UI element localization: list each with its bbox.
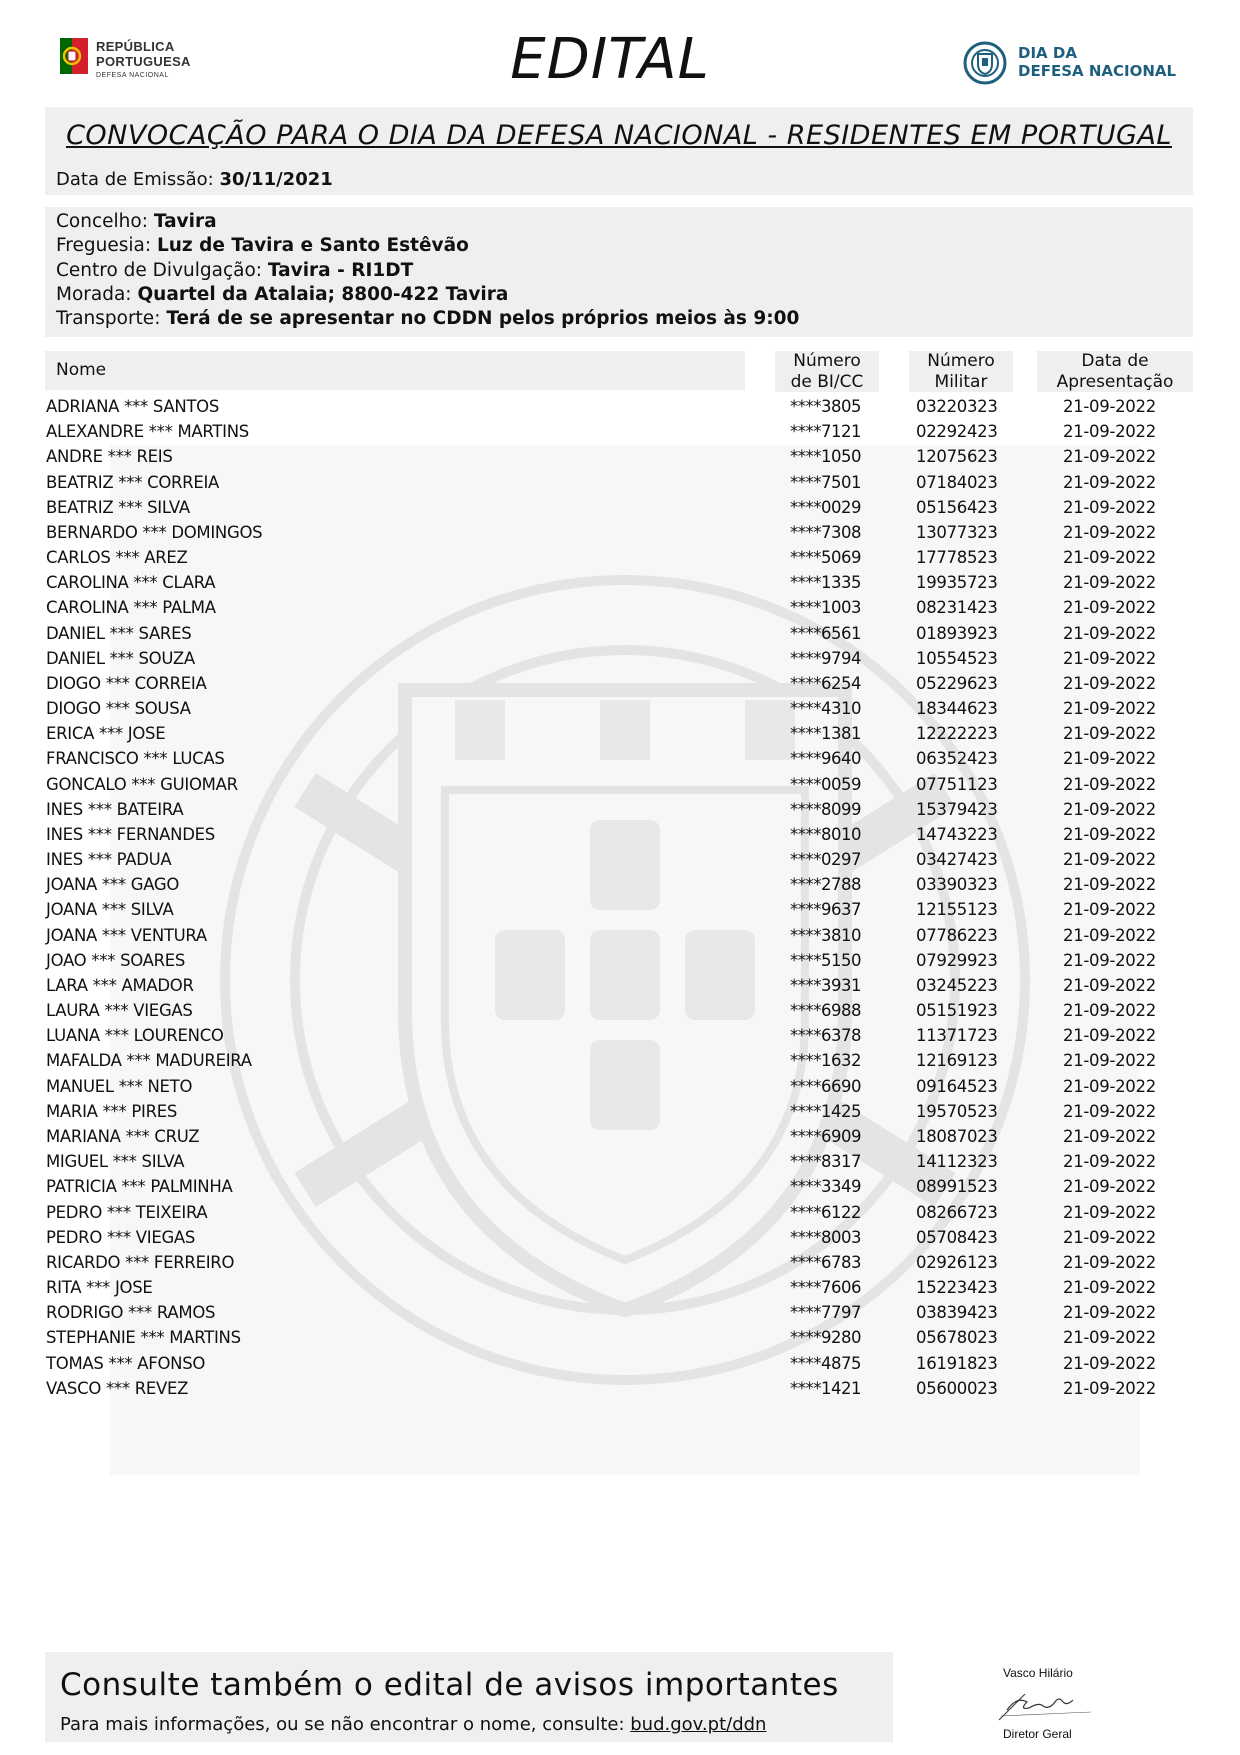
table-row bbox=[0, 772, 1240, 797]
row-bi: ****1003 bbox=[790, 598, 861, 618]
row-militar: 14112323 bbox=[916, 1152, 998, 1172]
row-militar: 09164523 bbox=[916, 1076, 998, 1096]
row-data: 21-09-2022 bbox=[1063, 397, 1156, 416]
row-data: 21-09-2022 bbox=[1063, 1051, 1156, 1071]
row-name: CAROLINA *** PALMA bbox=[46, 598, 216, 618]
freguesia-line: Freguesia: Luz de Tavira e Santo Estêvão bbox=[56, 235, 469, 257]
row-bi: ****0029 bbox=[790, 497, 861, 517]
row-bi: ****6783 bbox=[790, 1252, 861, 1272]
row-militar: 07786223 bbox=[916, 925, 998, 945]
table-row bbox=[0, 1225, 1240, 1250]
republica-portuguesa-logo bbox=[58, 34, 218, 94]
row-militar: 05708423 bbox=[916, 1227, 998, 1247]
page-title: EDITAL bbox=[510, 27, 710, 92]
row-bi: ****7606 bbox=[790, 1278, 861, 1298]
row-militar: 02926123 bbox=[916, 1252, 998, 1272]
row-militar: 03390323 bbox=[916, 875, 998, 895]
row-bi: ****1421 bbox=[790, 1378, 861, 1398]
row-name: JOANA *** GAGO bbox=[46, 875, 180, 895]
row-name: JOANA *** VENTURA bbox=[46, 925, 207, 945]
row-name: INES *** BATEIRA bbox=[46, 799, 184, 819]
row-bi: ****6254 bbox=[790, 673, 861, 693]
table-row bbox=[0, 822, 1240, 847]
row-bi: ****7308 bbox=[790, 522, 861, 542]
row-data: 21-09-2022 bbox=[1063, 673, 1156, 693]
row-name: INES *** PADUA bbox=[46, 850, 172, 870]
signer-title: Diretor Geral bbox=[1003, 1727, 1072, 1741]
row-militar: 15379423 bbox=[916, 799, 998, 819]
row-bi: ****1425 bbox=[790, 1101, 861, 1121]
row-data: 21-09-2022 bbox=[1063, 875, 1156, 895]
footer-sub-prefix: Para mais informações, ou se não encontrar o nome, consulte: bbox=[60, 1714, 625, 1735]
row-name: CAROLINA *** CLARA bbox=[46, 573, 216, 593]
defesa-nacional-small-label: DEFESA NACIONAL bbox=[96, 72, 169, 79]
row-bi: ****7121 bbox=[790, 422, 861, 442]
table-row bbox=[0, 1325, 1240, 1350]
row-bi: ****5150 bbox=[790, 950, 861, 970]
row-bi: ****9640 bbox=[790, 749, 861, 769]
table-row bbox=[0, 696, 1240, 721]
row-name: BEATRIZ *** CORREIA bbox=[46, 472, 220, 492]
row-militar: 05678023 bbox=[916, 1328, 998, 1348]
row-militar: 03839423 bbox=[916, 1303, 998, 1323]
row-bi: ****8099 bbox=[790, 799, 861, 819]
row-data: 21-09-2022 bbox=[1063, 1328, 1156, 1348]
row-name: INES *** FERNANDES bbox=[46, 824, 215, 844]
table-row bbox=[0, 621, 1240, 646]
centro-line: Centro de Divulgação: Tavira - RI1DT bbox=[56, 259, 414, 281]
row-bi: ****1335 bbox=[790, 573, 861, 593]
row-data: 21-09-2022 bbox=[1063, 623, 1156, 643]
row-name: CARLOS *** AREZ bbox=[46, 548, 188, 568]
location-info bbox=[56, 210, 799, 331]
row-bi: ****5069 bbox=[790, 548, 861, 568]
row-data: 21-09-2022 bbox=[1063, 522, 1156, 542]
table-row bbox=[0, 1300, 1240, 1325]
table-row bbox=[0, 1149, 1240, 1174]
row-militar: 05600023 bbox=[916, 1378, 998, 1398]
table-row bbox=[0, 1200, 1240, 1225]
row-data: 21-09-2022 bbox=[1063, 1278, 1156, 1298]
row-name: LAURA *** VIEGAS bbox=[46, 1001, 193, 1021]
row-name: RITA *** JOSE bbox=[46, 1278, 153, 1298]
footer-sub-text bbox=[60, 1712, 766, 1738]
row-name: ANDRE *** REIS bbox=[46, 447, 173, 467]
row-militar: 08991523 bbox=[916, 1177, 998, 1197]
signer-name: Vasco Hilário bbox=[1003, 1666, 1073, 1680]
table-row bbox=[0, 646, 1240, 671]
table-row bbox=[0, 797, 1240, 822]
table-row bbox=[0, 746, 1240, 771]
table-row bbox=[0, 444, 1240, 469]
row-data: 21-09-2022 bbox=[1063, 749, 1156, 769]
table-row bbox=[0, 470, 1240, 495]
row-data: 21-09-2022 bbox=[1063, 925, 1156, 945]
row-militar: 19935723 bbox=[916, 573, 998, 593]
row-data: 21-09-2022 bbox=[1063, 774, 1156, 794]
table-row bbox=[0, 520, 1240, 545]
row-name: LUANA *** LOURENCO bbox=[46, 1026, 224, 1046]
row-bi: ****1050 bbox=[790, 447, 861, 467]
row-name: MARIA *** PIRES bbox=[46, 1101, 178, 1121]
row-militar: 08266723 bbox=[916, 1202, 998, 1222]
row-militar: 05156423 bbox=[916, 497, 998, 517]
row-data: 21-09-2022 bbox=[1063, 950, 1156, 970]
row-data: 21-09-2022 bbox=[1063, 1076, 1156, 1096]
row-bi: ****3810 bbox=[790, 925, 861, 945]
ddn-emblem-icon bbox=[962, 40, 1008, 86]
row-name: JOANA *** SILVA bbox=[46, 900, 174, 920]
row-data: 21-09-2022 bbox=[1063, 900, 1156, 920]
row-militar: 01893923 bbox=[916, 623, 998, 643]
row-bi: ****9280 bbox=[790, 1328, 861, 1348]
handwritten-signature-icon bbox=[995, 1680, 1095, 1726]
row-name: MANUEL *** NETO bbox=[46, 1076, 193, 1096]
row-militar: 07184023 bbox=[916, 472, 998, 492]
row-militar: 12075623 bbox=[916, 447, 998, 467]
row-name: BEATRIZ *** SILVA bbox=[46, 497, 190, 517]
ddn-line2: DEFESA NACIONAL bbox=[1018, 62, 1177, 80]
freguesia-value: Luz de Tavira e Santo Estêvão bbox=[156, 235, 469, 257]
table-row bbox=[0, 897, 1240, 922]
row-name: PATRICIA *** PALMINHA bbox=[46, 1177, 233, 1197]
row-bi: ****0297 bbox=[790, 850, 861, 870]
row-militar: 03245223 bbox=[916, 975, 998, 995]
row-data: 21-09-2022 bbox=[1063, 699, 1156, 719]
row-militar: 12222223 bbox=[916, 724, 998, 744]
row-bi: ****8003 bbox=[790, 1227, 861, 1247]
table-row bbox=[0, 545, 1240, 570]
table-row bbox=[0, 1099, 1240, 1124]
convocacao-title: CONVOCAÇÃO PARA O DIA DA DEFESA NACIONAL - RESIDENTES EM PORTUGAL bbox=[66, 120, 1172, 151]
name-column-header: Nome bbox=[56, 360, 107, 380]
row-bi: ****6378 bbox=[790, 1026, 861, 1046]
emission-date bbox=[56, 167, 333, 193]
row-bi: ****6561 bbox=[790, 623, 861, 643]
transporte-value: Terá de se apresentar no CDDN pelos próprios meios às 9:00 bbox=[166, 308, 800, 330]
table-row bbox=[0, 671, 1240, 696]
row-data: 21-09-2022 bbox=[1063, 1126, 1156, 1146]
row-bi: ****9637 bbox=[790, 900, 861, 920]
emission-date-value: 30/11/2021 bbox=[219, 169, 333, 190]
row-militar: 17778523 bbox=[916, 548, 998, 568]
row-name: DIOGO *** CORREIA bbox=[46, 673, 207, 693]
row-data: 21-09-2022 bbox=[1063, 1202, 1156, 1222]
table-row bbox=[0, 973, 1240, 998]
table-row bbox=[0, 847, 1240, 872]
row-name: FRANCISCO *** LUCAS bbox=[46, 749, 225, 769]
republica-label: REPÚBLICA bbox=[96, 39, 175, 54]
row-name: PEDRO *** TEIXEIRA bbox=[46, 1202, 208, 1222]
row-data: 21-09-2022 bbox=[1063, 648, 1156, 668]
row-data: 21-09-2022 bbox=[1063, 850, 1156, 870]
row-name: DIOGO *** SOUSA bbox=[46, 699, 191, 719]
row-data: 21-09-2022 bbox=[1063, 447, 1156, 467]
row-militar: 12169123 bbox=[916, 1051, 998, 1071]
row-bi: ****3805 bbox=[790, 397, 861, 416]
row-data: 21-09-2022 bbox=[1063, 975, 1156, 995]
table-row bbox=[0, 570, 1240, 595]
row-bi: ****4310 bbox=[790, 699, 861, 719]
row-bi: ****9794 bbox=[790, 648, 861, 668]
table-row bbox=[0, 394, 1240, 419]
row-name: DANIEL *** SOUZA bbox=[46, 648, 195, 668]
emission-date-label: Data de Emissão: bbox=[56, 169, 214, 190]
row-bi: ****3349 bbox=[790, 1177, 861, 1197]
row-data: 21-09-2022 bbox=[1063, 1353, 1156, 1373]
portugal-flag-icon bbox=[58, 34, 90, 78]
row-name: MARIANA *** CRUZ bbox=[46, 1126, 200, 1146]
militar-column-header: Número Militar bbox=[909, 351, 1013, 392]
row-data: 21-09-2022 bbox=[1063, 724, 1156, 744]
row-data: 21-09-2022 bbox=[1063, 1303, 1156, 1323]
concelho-value: Tavira bbox=[153, 211, 217, 232]
table-row bbox=[0, 595, 1240, 620]
row-militar: 03427423 bbox=[916, 850, 998, 870]
row-militar: 14743223 bbox=[916, 824, 998, 844]
row-militar: 08231423 bbox=[916, 598, 998, 618]
table-row bbox=[0, 923, 1240, 948]
row-data: 21-09-2022 bbox=[1063, 1252, 1156, 1272]
row-name: BERNARDO *** DOMINGOS bbox=[46, 522, 263, 542]
row-data: 21-09-2022 bbox=[1063, 1001, 1156, 1021]
table-row bbox=[0, 1124, 1240, 1149]
row-militar: 15223423 bbox=[916, 1278, 998, 1298]
table-row bbox=[0, 1351, 1240, 1376]
footer-main-text: Consulte também o edital de avisos importantes bbox=[60, 1667, 839, 1703]
row-data: 21-09-2022 bbox=[1063, 598, 1156, 618]
row-name: ALEXANDRE *** MARTINS bbox=[46, 422, 249, 442]
table-row bbox=[0, 1074, 1240, 1099]
row-militar: 12155123 bbox=[916, 900, 998, 920]
row-name: MIGUEL *** SILVA bbox=[46, 1152, 185, 1172]
row-data: 21-09-2022 bbox=[1063, 1101, 1156, 1121]
row-data: 21-09-2022 bbox=[1063, 573, 1156, 593]
row-name: ADRIANA *** SANTOS bbox=[46, 397, 220, 416]
row-name: RICARDO *** FERREIRO bbox=[46, 1252, 235, 1272]
name-column-header-bg bbox=[45, 351, 745, 390]
row-name: JOAO *** SOARES bbox=[46, 950, 186, 970]
row-bi: ****6909 bbox=[790, 1126, 861, 1146]
table-row bbox=[0, 419, 1240, 444]
concelho-line: Concelho: Tavira bbox=[56, 211, 217, 232]
row-bi: ****7501 bbox=[790, 472, 861, 492]
row-data: 21-09-2022 bbox=[1063, 548, 1156, 568]
row-bi: ****1381 bbox=[790, 724, 861, 744]
dia-defesa-nacional-logo bbox=[962, 40, 1182, 90]
row-name: ERICA *** JOSE bbox=[46, 724, 166, 744]
bi-column-header: Número de BI/CC bbox=[775, 351, 879, 392]
row-bi: ****7797 bbox=[790, 1303, 861, 1323]
table-row bbox=[0, 1250, 1240, 1275]
row-militar: 05229623 bbox=[916, 673, 998, 693]
row-name: LARA *** AMADOR bbox=[46, 975, 194, 995]
row-bi: ****0059 bbox=[790, 774, 861, 794]
row-bi: ****8010 bbox=[790, 824, 861, 844]
table-row bbox=[0, 1048, 1240, 1073]
row-militar: 18087023 bbox=[916, 1126, 998, 1146]
row-name: DANIEL *** SARES bbox=[46, 623, 192, 643]
table-row bbox=[0, 1023, 1240, 1048]
row-militar: 06352423 bbox=[916, 749, 998, 769]
row-militar: 07929923 bbox=[916, 950, 998, 970]
row-bi: ****3931 bbox=[790, 975, 861, 995]
row-name: STEPHANIE *** MARTINS bbox=[46, 1328, 241, 1348]
bud-link[interactable]: bud.gov.pt/ddn bbox=[630, 1714, 767, 1735]
row-militar: 18344623 bbox=[916, 699, 998, 719]
row-name: PEDRO *** VIEGAS bbox=[46, 1227, 196, 1247]
row-data: 21-09-2022 bbox=[1063, 1026, 1156, 1046]
row-militar: 02292423 bbox=[916, 422, 998, 442]
table-row bbox=[0, 998, 1240, 1023]
table-row bbox=[0, 1275, 1240, 1300]
data-column-header: Data de Apresentação bbox=[1037, 351, 1193, 392]
ddn-line1: DIA DA bbox=[1018, 44, 1077, 62]
row-data: 21-09-2022 bbox=[1063, 472, 1156, 492]
row-name: MAFALDA *** MADUREIRA bbox=[46, 1051, 252, 1071]
row-name: VASCO *** REVEZ bbox=[46, 1378, 189, 1398]
row-militar: 19570523 bbox=[916, 1101, 998, 1121]
row-data: 21-09-2022 bbox=[1063, 1152, 1156, 1172]
row-data: 21-09-2022 bbox=[1063, 497, 1156, 517]
row-name: RODRIGO *** RAMOS bbox=[46, 1303, 216, 1323]
portuguesa-label: PORTUGUESA bbox=[96, 54, 191, 69]
row-militar: 11371723 bbox=[916, 1026, 998, 1046]
row-militar: 13077323 bbox=[916, 522, 998, 542]
row-militar: 05151923 bbox=[916, 1001, 998, 1021]
row-bi: ****6988 bbox=[790, 1001, 861, 1021]
row-name: TOMAS *** AFONSO bbox=[46, 1353, 206, 1373]
morada-value: Quartel da Atalaia; 8800-422 Tavira bbox=[137, 283, 509, 305]
row-militar: 16191823 bbox=[916, 1353, 998, 1373]
row-data: 21-09-2022 bbox=[1063, 1177, 1156, 1197]
table-row bbox=[0, 721, 1240, 746]
row-bi: ****6690 bbox=[790, 1076, 861, 1096]
row-bi: ****2788 bbox=[790, 875, 861, 895]
row-data: 21-09-2022 bbox=[1063, 422, 1156, 442]
row-militar: 03220323 bbox=[916, 397, 998, 416]
row-data: 21-09-2022 bbox=[1063, 1378, 1156, 1398]
row-bi: ****4875 bbox=[790, 1353, 861, 1373]
table-row bbox=[0, 948, 1240, 973]
row-data: 21-09-2022 bbox=[1063, 824, 1156, 844]
table-row bbox=[0, 1174, 1240, 1199]
morada-line: Morada: Quartel da Atalaia; 8800-422 Tavira bbox=[56, 283, 509, 305]
table-row bbox=[0, 872, 1240, 897]
row-bi: ****8317 bbox=[790, 1152, 861, 1172]
row-name: GONCALO *** GUIOMAR bbox=[46, 774, 238, 794]
row-bi: ****1632 bbox=[790, 1051, 861, 1071]
centro-value: Tavira - RI1DT bbox=[267, 259, 414, 281]
row-data: 21-09-2022 bbox=[1063, 799, 1156, 819]
transporte-line: Transporte: Terá de se apresentar no CDDN pelos próprios meios às 9:00 bbox=[56, 308, 800, 330]
row-data: 21-09-2022 bbox=[1063, 1227, 1156, 1247]
convocados-table bbox=[0, 394, 1240, 1401]
table-row bbox=[0, 495, 1240, 520]
row-militar: 10554523 bbox=[916, 648, 998, 668]
row-bi: ****6122 bbox=[790, 1202, 861, 1222]
row-militar: 07751123 bbox=[916, 774, 998, 794]
table-row bbox=[0, 1376, 1240, 1401]
